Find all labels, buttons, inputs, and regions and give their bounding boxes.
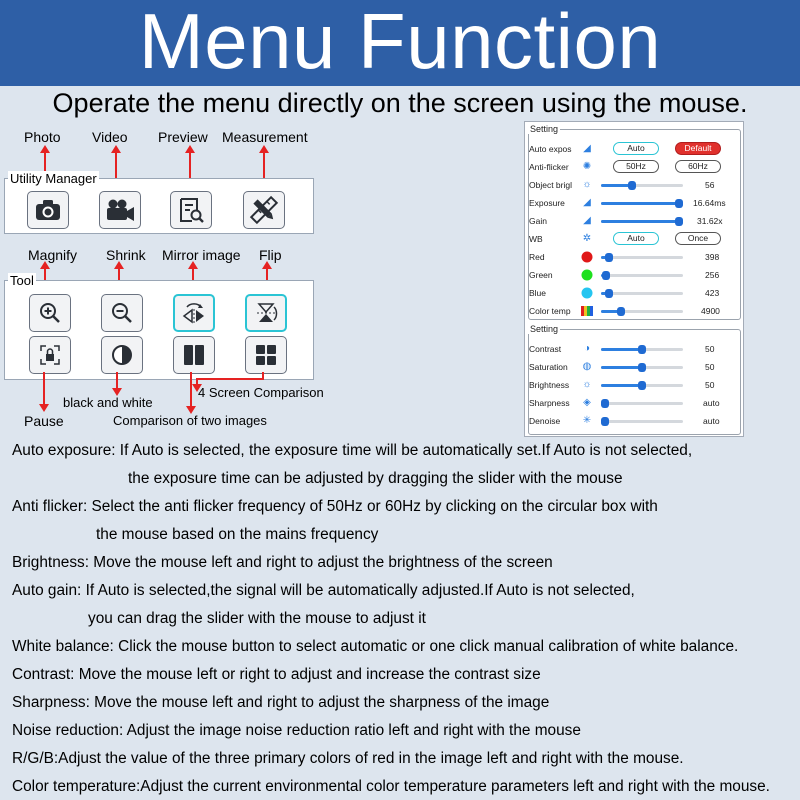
- wb-auto-button[interactable]: Auto: [613, 232, 659, 245]
- green-dot-icon: [581, 269, 593, 281]
- exposure-slider-icon: ◢: [583, 197, 591, 208]
- page-subtitle: Operate the menu directly on the screen using the mouse.: [52, 88, 748, 118]
- slider-knob[interactable]: [601, 399, 609, 408]
- desc-auto-exposure-cont: the exposure time can be adjusted by dragging the slider with the mouse: [128, 470, 623, 487]
- zoom-in-icon: [38, 301, 62, 325]
- saturation-label: Saturation: [529, 362, 568, 372]
- contrast-icon: [110, 343, 134, 367]
- two-images-label: Comparison of two images: [113, 413, 267, 428]
- denoise-row: [525, 412, 739, 430]
- desc-brightness: Brightness: Move the mouse left and right to adjust the brightness of the screen: [12, 554, 553, 571]
- lock-icon: [38, 343, 62, 367]
- green-row: [525, 266, 739, 284]
- measurement-label: Measurement: [222, 129, 308, 145]
- slider-fill: [601, 384, 642, 387]
- black-white-arrow: [116, 372, 118, 394]
- measurement-button[interactable]: [243, 191, 285, 229]
- white-balance-icon: ✲: [582, 233, 592, 244]
- color-temp-label: Color temp: [529, 306, 571, 316]
- denoise-slider[interactable]: [601, 420, 683, 423]
- auto-exposure-auto-button[interactable]: Auto: [613, 142, 659, 155]
- black-white-button[interactable]: [101, 336, 143, 374]
- exposure-row: [525, 194, 739, 212]
- red-value: 398: [705, 252, 720, 262]
- magnify-label: Magnify: [28, 247, 78, 263]
- flip-button[interactable]: [245, 294, 287, 332]
- blue-row: [525, 284, 739, 302]
- saturation-row: [525, 358, 739, 376]
- desc-anti-flicker-cont: the mouse based on the mains frequency: [96, 526, 379, 543]
- brightness-value: 50: [705, 380, 715, 390]
- exposure-value: 16.64ms: [693, 198, 726, 208]
- exposure-slider[interactable]: [601, 202, 683, 205]
- blue-dot-icon: [581, 287, 593, 299]
- sharpness-label: Sharpness: [529, 398, 570, 408]
- brightness-slider[interactable]: [601, 384, 683, 387]
- blue-slider[interactable]: [601, 292, 683, 295]
- settings-section-1-title: Setting: [530, 124, 559, 134]
- pause-arrow: [43, 372, 45, 410]
- split-two-icon: [182, 343, 206, 367]
- photo-label: Photo: [24, 129, 61, 145]
- gain-label: Gain: [529, 216, 547, 226]
- slider-fill: [601, 348, 642, 351]
- object-brightness-value: 56: [705, 180, 715, 190]
- slider-knob[interactable]: [638, 381, 646, 390]
- two-images-arrow: [190, 372, 192, 412]
- blue-label: Blue: [529, 288, 547, 298]
- sharpness-icon: ◈: [583, 397, 591, 408]
- page-title: Menu Function: [138, 0, 662, 85]
- wb-label: WB: [529, 234, 543, 244]
- contrast-row: [525, 340, 739, 358]
- brightness-icon: ☼: [582, 379, 592, 390]
- four-screen-compare-button[interactable]: [245, 336, 287, 374]
- flicker-icon: ✺: [582, 161, 592, 172]
- title-banner: [0, 0, 800, 86]
- desc-color-temperature: Color temperature:Adjust the current environmental color temperature parameters left and right with the mouse.: [12, 778, 770, 795]
- mirror-image-label: Mirror image: [162, 247, 241, 263]
- object-brightness-row: [525, 176, 739, 194]
- ruler-pencil-icon: [249, 195, 279, 225]
- two-image-compare-button[interactable]: [173, 336, 215, 374]
- magnify-button[interactable]: [29, 294, 71, 332]
- slider-fill: [601, 202, 683, 205]
- auto-exposure-label: Auto expos: [529, 144, 572, 154]
- saturation-icon: ◍: [582, 361, 592, 372]
- preview-icon: [177, 196, 205, 224]
- red-label: Red: [529, 252, 545, 262]
- slider-knob[interactable]: [602, 271, 610, 280]
- slider-knob[interactable]: [605, 253, 613, 262]
- color-temp-icon: [581, 305, 593, 317]
- desc-anti-flicker: Anti flicker: Select the anti flicker frequency of 50Hz or 60Hz by clicking on the circular box with: [12, 498, 658, 515]
- contrast-slider[interactable]: [601, 348, 683, 351]
- tool-title: Tool: [10, 273, 34, 288]
- gain-slider[interactable]: [601, 220, 683, 223]
- desc-auto-exposure: Auto exposure: If Auto is selected, the exposure time will be automatically set.If Auto is not selected,: [12, 442, 693, 459]
- denoise-value: auto: [703, 416, 720, 426]
- zoom-out-icon: [110, 301, 134, 325]
- default-button[interactable]: Default: [675, 142, 721, 155]
- red-row: [525, 248, 739, 266]
- desc-noise-reduction: Noise reduction: Adjust the image noise reduction ratio left and right with the mouse: [12, 722, 581, 739]
- red-dot-icon: [581, 251, 593, 263]
- exposure-label: Exposure: [529, 198, 565, 208]
- object-brightness-label: Object brigl: [529, 180, 572, 190]
- blue-value: 423: [705, 288, 720, 298]
- video-camera-icon: [105, 198, 135, 222]
- photo-button[interactable]: [27, 191, 69, 229]
- wb-once-button[interactable]: Once: [675, 232, 721, 245]
- desc-rgb: R/G/B:Adjust the value of the three primary colors of red in the image left and right with the mouse.: [12, 750, 684, 767]
- color-temp-value: 4900: [701, 306, 720, 316]
- flip-icon: [253, 301, 279, 325]
- slider-knob[interactable]: [675, 199, 683, 208]
- gain-icon: ◢: [583, 215, 591, 226]
- exposure-icon: ◢: [583, 143, 591, 154]
- shrink-button[interactable]: [101, 294, 143, 332]
- red-slider[interactable]: [601, 256, 683, 259]
- preview-button[interactable]: [170, 191, 212, 229]
- saturation-value: 50: [705, 362, 715, 372]
- green-label: Green: [529, 270, 553, 280]
- slider-knob[interactable]: [605, 289, 613, 298]
- slider-fill: [601, 366, 642, 369]
- green-slider[interactable]: [601, 274, 683, 277]
- preview-label: Preview: [158, 129, 208, 145]
- settings-section-2-title: Setting: [530, 324, 559, 334]
- slider-knob[interactable]: [638, 363, 646, 372]
- sharpness-row: [525, 394, 739, 412]
- camera-icon: [35, 199, 61, 221]
- contrast-setting-icon: ◑: [583, 343, 591, 354]
- contrast-label: Contrast: [529, 344, 562, 354]
- slider-knob[interactable]: [638, 345, 646, 354]
- desc-contrast: Contrast: Move the mouse left or right to adjust and increase the contrast size: [12, 666, 541, 683]
- anti-flicker-50hz-button[interactable]: 50Hz: [613, 160, 659, 173]
- color-temp-row: [525, 302, 739, 320]
- auto-exposure-row: [525, 140, 739, 158]
- sun-icon: ☼: [582, 179, 592, 190]
- green-value: 256: [705, 270, 720, 280]
- brightness-row: [525, 376, 739, 394]
- slider-knob[interactable]: [628, 181, 636, 190]
- mirror-image-button[interactable]: [173, 294, 215, 332]
- object-brightness-slider[interactable]: [601, 184, 683, 187]
- utility-manager-title: Utility Manager: [10, 171, 97, 186]
- sharpness-slider[interactable]: [601, 402, 683, 405]
- sharpness-value: auto: [703, 398, 720, 408]
- pause-button[interactable]: [29, 336, 71, 374]
- saturation-slider[interactable]: [601, 366, 683, 369]
- video-label: Video: [92, 129, 128, 145]
- shrink-label: Shrink: [106, 247, 146, 263]
- video-button[interactable]: [99, 191, 141, 229]
- color-temp-slider[interactable]: [601, 310, 683, 313]
- four-screen-arrow-h: [196, 378, 264, 380]
- anti-flicker-label: Anti-flicker: [529, 162, 569, 172]
- desc-auto-gain-cont: you can drag the slider with the mouse to adjust it: [88, 610, 426, 627]
- slider-knob[interactable]: [617, 307, 625, 316]
- slider-knob[interactable]: [601, 417, 609, 426]
- mirror-icon: [181, 301, 207, 325]
- pause-label: Pause: [24, 413, 64, 429]
- grid-four-icon: [254, 343, 278, 367]
- brightness-label: Brightness: [529, 380, 570, 390]
- slider-knob[interactable]: [675, 217, 683, 226]
- black-white-label: black and white: [63, 395, 153, 410]
- flip-label: Flip: [259, 247, 282, 263]
- anti-flicker-60hz-button[interactable]: 60Hz: [675, 160, 721, 173]
- desc-sharpness: Sharpness: Move the mouse left and right to adjust the sharpness of the image: [12, 694, 550, 711]
- slider-fill: [601, 220, 683, 223]
- four-screen-label: 4 Screen Comparison: [198, 385, 324, 400]
- desc-white-balance: White balance: Click the mouse button to select automatic or one click manual calibration of white balance.: [12, 638, 739, 655]
- gain-value: 31.62x: [697, 216, 723, 226]
- white-balance-row: [525, 230, 739, 248]
- denoise-icon: ✳: [582, 415, 592, 426]
- gain-row: [525, 212, 739, 230]
- desc-auto-gain: Auto gain: If Auto is selected,the signal will be automatically adjusted.If Auto is not selected,: [12, 582, 635, 599]
- anti-flicker-row: [525, 158, 739, 176]
- contrast-value: 50: [705, 344, 715, 354]
- settings-panel: [524, 121, 744, 437]
- denoise-label: Denoise: [529, 416, 561, 426]
